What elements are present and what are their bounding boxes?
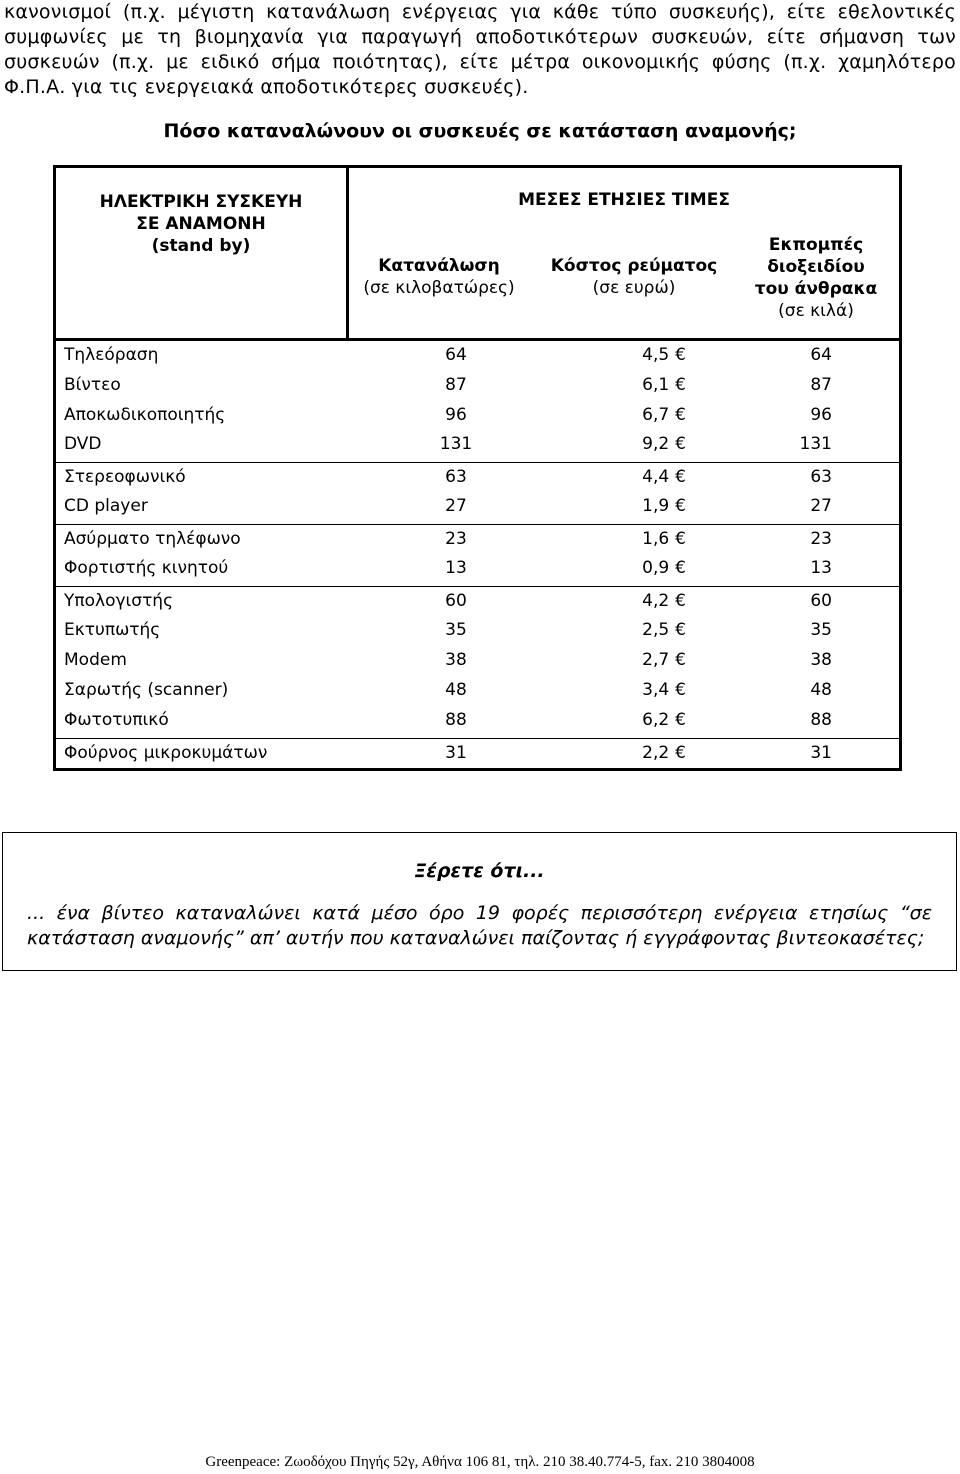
cost-value <box>586 650 686 670</box>
consumption-value: 27 <box>445 496 467 516</box>
column-unit: (σε ευρώ) <box>592 278 676 298</box>
cost-value <box>586 529 686 549</box>
cost-amount: 4,2 <box>642 591 670 611</box>
appliance-name: Ασύρματο τηλέφωνο <box>64 529 241 549</box>
consumption-value: 96 <box>445 405 467 425</box>
appliance-column-header <box>56 168 349 338</box>
column-title: Κόστος ρεύματος <box>550 256 718 276</box>
intro-line: κανονισμοί (π.χ. μέγιστη κατανάλωση ενέργειας για κάθε τύπο συσκευής), είτε εθελοντικές <box>4 1 956 23</box>
intro-line: Φ.Π.Α. για τις ενεργειακά αποδοτικότερες συσκευές). <box>4 76 529 98</box>
cost-column-header <box>539 255 729 299</box>
appliance-name: Modem <box>64 650 127 670</box>
table-row <box>56 401 899 431</box>
appliance-name: Αποκωδικοποιητής <box>64 405 226 425</box>
standby-consumption-table <box>53 165 902 771</box>
cost-amount: 2,5 <box>642 620 670 640</box>
column-title: του άνθρακα <box>754 279 878 299</box>
cost-amount: 6,7 <box>642 405 670 425</box>
appliance-name: Στερεοφωνικό <box>64 467 186 487</box>
cost-value <box>586 375 686 395</box>
cost-value <box>586 434 686 454</box>
intro-line: συσκευών (π.χ. με ειδικό σήμα ποιότητας), είτε μέτρα οικονομικής φύσης (π.χ. χαμηλότερο <box>4 51 956 73</box>
euro-icon: € <box>675 434 686 454</box>
consumption-value: 64 <box>445 345 467 365</box>
consumption-value: 38 <box>445 650 467 670</box>
cost-value <box>586 620 686 640</box>
appliance-name: Βίντεο <box>64 375 121 395</box>
emissions-value: 131 <box>799 434 832 454</box>
appliance-name: CD player <box>64 496 148 516</box>
did-you-know-line: κατάσταση αναμονής” απ’ αυτήν που καταναλώνει παίζοντας ή εγγράφοντας βιντεοκασέτες; <box>27 927 925 949</box>
consumption-value: 131 <box>439 434 473 454</box>
consumption-value: 35 <box>445 620 467 640</box>
cost-amount: 6,2 <box>642 710 670 730</box>
cost-value <box>586 467 686 487</box>
table-row <box>56 371 899 401</box>
consumption-value: 87 <box>445 375 467 395</box>
table-row <box>56 676 899 706</box>
emissions-value: 38 <box>810 650 832 670</box>
table-row <box>56 616 899 646</box>
appliance-name: Υπολογιστής <box>64 591 174 611</box>
appliance-name: Εκτυπωτής <box>64 620 161 640</box>
cost-amount: 2,7 <box>642 650 670 670</box>
euro-icon: € <box>675 710 686 730</box>
appliance-name: Φωτοτυπικό <box>64 710 169 730</box>
emissions-value: 27 <box>810 496 832 516</box>
emissions-value: 31 <box>810 743 832 763</box>
column-title: Εκπομπές <box>768 235 864 255</box>
did-you-know-title: Ξέρετε ότι... <box>414 860 545 882</box>
appliance-name: Σαρωτής (scanner) <box>64 680 229 700</box>
cost-value <box>586 558 686 578</box>
table-row <box>56 341 899 371</box>
emissions-value: 96 <box>810 405 832 425</box>
table-row <box>56 430 899 460</box>
did-you-know-box <box>2 832 957 971</box>
did-you-know-text <box>27 901 932 951</box>
cost-value <box>586 496 686 516</box>
emissions-value: 60 <box>810 591 832 611</box>
table-row <box>56 554 899 584</box>
column-unit: (σε κιλά) <box>778 301 854 321</box>
euro-icon: € <box>675 680 686 700</box>
emissions-value: 48 <box>810 680 832 700</box>
appliance-name: Τηλεόραση <box>64 345 159 365</box>
consumption-value: 23 <box>445 529 467 549</box>
euro-icon: € <box>675 405 686 425</box>
euro-icon: € <box>675 743 686 763</box>
euro-icon: € <box>675 375 686 395</box>
section-heading: Πόσο καταναλώνουν οι συσκευές σε κατάσταση αναμονής; <box>163 120 797 142</box>
column-unit: (σε κιλοβατώρες) <box>363 278 515 298</box>
euro-icon: € <box>675 650 686 670</box>
euro-icon: € <box>675 591 686 611</box>
cost-amount: 6,1 <box>642 375 670 395</box>
column-title: διοξειδίου <box>767 257 865 277</box>
emissions-value: 64 <box>810 345 832 365</box>
table-row <box>56 586 899 617</box>
euro-icon: € <box>675 558 686 578</box>
cost-amount: 4,4 <box>642 467 670 487</box>
cost-value <box>586 405 686 425</box>
cost-amount: 2,2 <box>642 743 670 763</box>
euro-icon: € <box>675 345 686 365</box>
table-row <box>56 738 899 769</box>
intro-paragraph <box>4 0 956 100</box>
appliance-name: Φούρνος μικροκυμάτων <box>64 743 268 763</box>
cost-amount: 1,6 <box>642 529 670 549</box>
footer-contact: Greenpeace: Ζωοδόχου Πηγής 52γ, Αθήνα 106 81, τηλ. 210 38.40.774-5, fax. 210 3804008 <box>205 1454 755 1470</box>
consumption-value: 48 <box>445 680 467 700</box>
cost-value <box>586 743 686 763</box>
intro-line: συμφωνίες με τη βιομηχανία για παραγωγή αποδοτικότερων συσκευών, είτε σήμανση των <box>4 26 956 48</box>
cost-value <box>586 591 686 611</box>
euro-icon: € <box>675 496 686 516</box>
header-line: ΣΕ ΑΝΑΜΟΝΗ <box>136 214 266 234</box>
emissions-value: 87 <box>810 375 832 395</box>
euro-icon: € <box>675 467 686 487</box>
did-you-know-line: ... ένα βίντεο καταναλώνει κατά μέσο όρο 19 φορές περισσότερη ενέργεια ετησίως “σε <box>27 902 932 924</box>
consumption-value: 63 <box>445 467 467 487</box>
cost-value <box>586 680 686 700</box>
table-row <box>56 706 899 736</box>
table-row <box>56 492 899 522</box>
appliance-name: Φορτιστής κινητού <box>64 558 229 578</box>
table-row <box>56 462 899 493</box>
consumption-column-header <box>353 255 525 299</box>
table-row <box>56 524 899 555</box>
header-line: ΗΛΕΚΤΡΙΚΗ ΣΥΣΚΕΥΗ <box>99 192 303 212</box>
column-title: Κατανάλωση <box>378 256 500 276</box>
header-line: (stand by) <box>151 236 251 256</box>
euro-icon: € <box>675 529 686 549</box>
consumption-value: 13 <box>445 558 467 578</box>
cost-amount: 1,9 <box>642 496 670 516</box>
cost-amount: 0,9 <box>642 558 670 578</box>
emissions-value: 13 <box>810 558 832 578</box>
table-row <box>56 646 899 676</box>
appliance-name: DVD <box>64 434 102 454</box>
annual-values-header: ΜΕΣΕΣ ΕΤΗΣΙΕΣ ΤΙΜΕΣ <box>518 190 730 210</box>
consumption-value: 31 <box>445 743 467 763</box>
emissions-column-header <box>741 234 891 322</box>
emissions-value: 63 <box>810 467 832 487</box>
cost-value <box>586 345 686 365</box>
emissions-value: 88 <box>810 710 832 730</box>
euro-icon: € <box>675 620 686 640</box>
consumption-value: 60 <box>445 591 467 611</box>
emissions-value: 35 <box>810 620 832 640</box>
cost-amount: 4,5 <box>642 345 670 365</box>
consumption-value: 88 <box>445 710 467 730</box>
cost-amount: 3,4 <box>642 680 670 700</box>
cost-amount: 9,2 <box>642 434 670 454</box>
cost-value <box>586 710 686 730</box>
emissions-value: 23 <box>810 529 832 549</box>
